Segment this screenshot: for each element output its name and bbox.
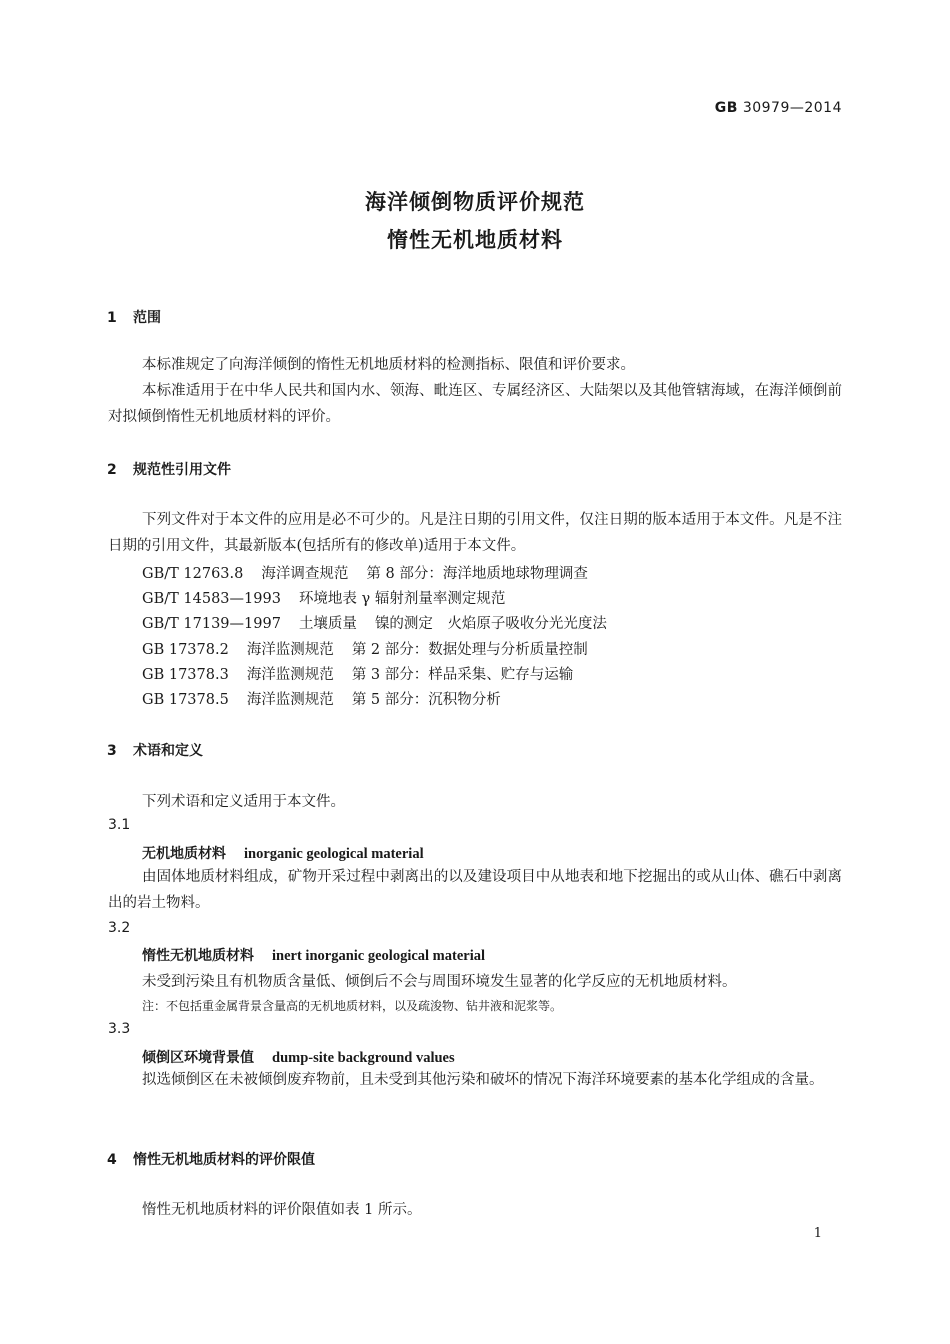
page-number: 1 (813, 1226, 822, 1241)
section-1-heading: 1 范围 (107, 310, 161, 326)
term-heading: 惰性无机地质材料 inert inorganic geological material (142, 948, 486, 964)
section-1-paragraph-1: 本标准规定了向海洋倾倒的惰性无机地质材料的检测指标、限值和评价要求。 (142, 357, 635, 373)
term-heading: 倾倒区环境背景值 dump-site background values (142, 1050, 455, 1066)
standard-number: GB 30979—2014 (714, 100, 842, 116)
term-heading: 无机地质材料 inorganic geological material (142, 846, 424, 862)
reference-item: GB/T 14583—1993 环境地表 γ 辐射剂量率测定规范 (142, 591, 506, 607)
term-definition: 由固体地质材料组成，矿物开采过程中剥离出的以及建设项目中从地表和地下挖掘出的或从山体、礁石中剥离出的岩土物料。 (108, 869, 842, 911)
document-title: 海洋倾倒物质评价规范 (365, 190, 585, 214)
reference-item: GB/T 12763.8 海洋调查规范 第 8 部分：海洋地质地球物理调查 (142, 566, 588, 582)
term-definition: 拟选倾倒区在未被倾倒废弃物前，且未受到其他污染和破坏的情况下海洋环境要素的基本化学组成的含量。 (142, 1072, 824, 1088)
clause-number: 3.3 (108, 1021, 131, 1037)
section-3-intro: 下列术语和定义适用于本文件。 (142, 794, 345, 810)
section-3-heading: 3 术语和定义 (107, 743, 203, 759)
section-4-paragraph: 惰性无机地质材料的评价限值如表 1 所示。 (142, 1202, 422, 1218)
section-2-paragraph: 下列文件对于本文件的应用是必不可少的。凡是注日期的引用文件，仅注日期的版本适用于本文件。凡是不注日期的引用文件，其最新版本(包括所有的修改单)适用于本文件。 (108, 512, 842, 554)
reference-item: GB/T 17139—1997 土壤质量 镍的测定 火焰原子吸收分光光度法 (142, 616, 607, 632)
term-definition: 未受到污染且有机物质含量低、倾倒后不会与周围环境发生显著的化学反应的无机地质材料。 (142, 974, 737, 990)
section-1-paragraph-2: 本标准适用于在中华人民共和国内水、领海、毗连区、专属经济区、大陆架以及其他管辖海域，在海洋倾倒前对拟倾倒惰性无机地质材料的评价。 (108, 383, 842, 425)
term-note: 注：不包括重金属背景含量高的无机地质材料，以及疏浚物、钻井液和泥浆等。 (142, 999, 563, 1013)
section-2-heading: 2 规范性引用文件 (107, 462, 231, 478)
clause-number: 3.1 (108, 817, 131, 833)
clause-number: 3.2 (108, 920, 131, 936)
reference-item: GB 17378.2 海洋监测规范 第 2 部分：数据处理与分析质量控制 (142, 642, 588, 658)
section-4-heading: 4 惰性无机地质材料的评价限值 (107, 1152, 315, 1168)
document-subtitle: 惰性无机地质材料 (387, 228, 563, 252)
reference-item: GB 17378.5 海洋监测规范 第 5 部分：沉积物分析 (142, 692, 501, 708)
reference-item: GB 17378.3 海洋监测规范 第 3 部分：样品采集、贮存与运输 (142, 667, 574, 683)
